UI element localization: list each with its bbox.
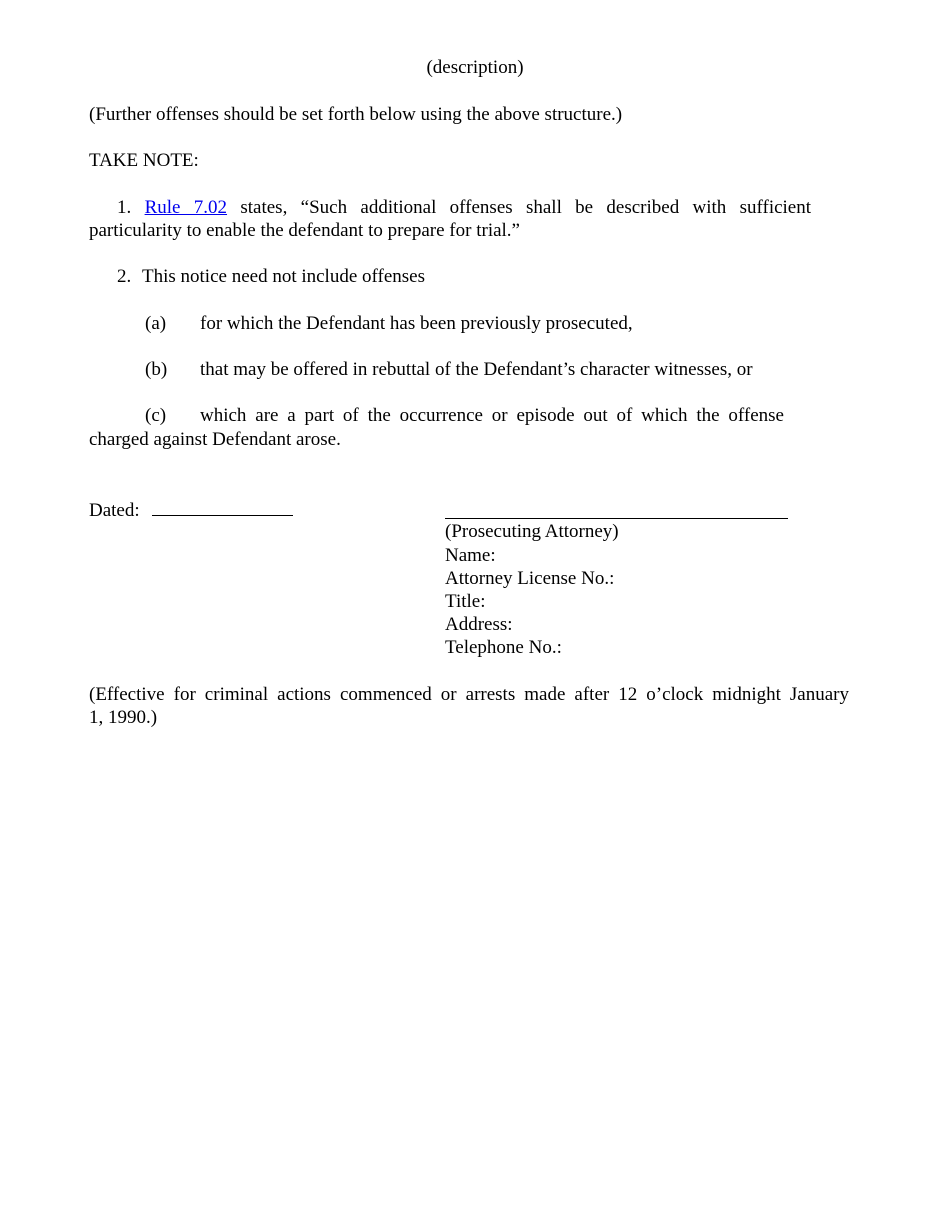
title-label: Title: [445,591,486,612]
dated-label: Dated: [89,500,140,521]
item-1-line-2: particularity to enable the defendant to prepare for trial.” [89,220,520,241]
date-blank[interactable] [152,497,293,516]
prosecuting-attorney-caption: (Prosecuting Attorney) [445,521,619,542]
subitem-b-text: that may be offered in rebuttal of the Defendant’s character witnesses, or [200,359,753,380]
address-label: Address: [445,614,513,635]
subitem-c-continuation: charged against Defendant arose. [89,429,341,450]
item-2-text: This notice need not include offenses [142,266,425,287]
item-1-number: 1. [117,197,132,218]
telephone-label: Telephone No.: [445,637,562,658]
subitem-b-label: (b) [145,359,168,380]
attorney-license-label: Attorney License No.: [445,568,615,589]
take-note-heading: TAKE NOTE: [89,150,199,171]
item-1-line-1 [89,196,811,220]
subitem-c-label: (c) [145,405,167,426]
item-1-text: states, “Such additional offenses shall be described with sufficient [240,197,812,218]
further-offenses-note: (Further offenses should be set forth below using the above structure.) [89,104,623,125]
subitem-b [145,358,753,382]
signature-line[interactable] [445,500,788,519]
effective-note-line-1: (Effective for criminal actions commenced or arrests made after 12 o’clock midnight January [89,684,849,705]
subitem-c [145,404,784,428]
subitem-a [145,312,633,336]
rule-7-02-link[interactable]: Rule 7.02 [144,197,228,218]
subitem-a-text: for which the Defendant has been previously prosecuted, [200,313,633,334]
effective-note-line-2: 1, 1990.) [89,707,158,728]
item-2-number: 2. [117,266,132,287]
name-label: Name: [445,545,496,566]
dated-row [89,497,293,523]
subitem-a-label: (a) [145,313,167,334]
subitem-c-text: which are a part of the occurrence or episode out of which the offense [200,405,784,426]
description-caption: (description) [426,57,524,78]
item-2 [117,265,425,289]
